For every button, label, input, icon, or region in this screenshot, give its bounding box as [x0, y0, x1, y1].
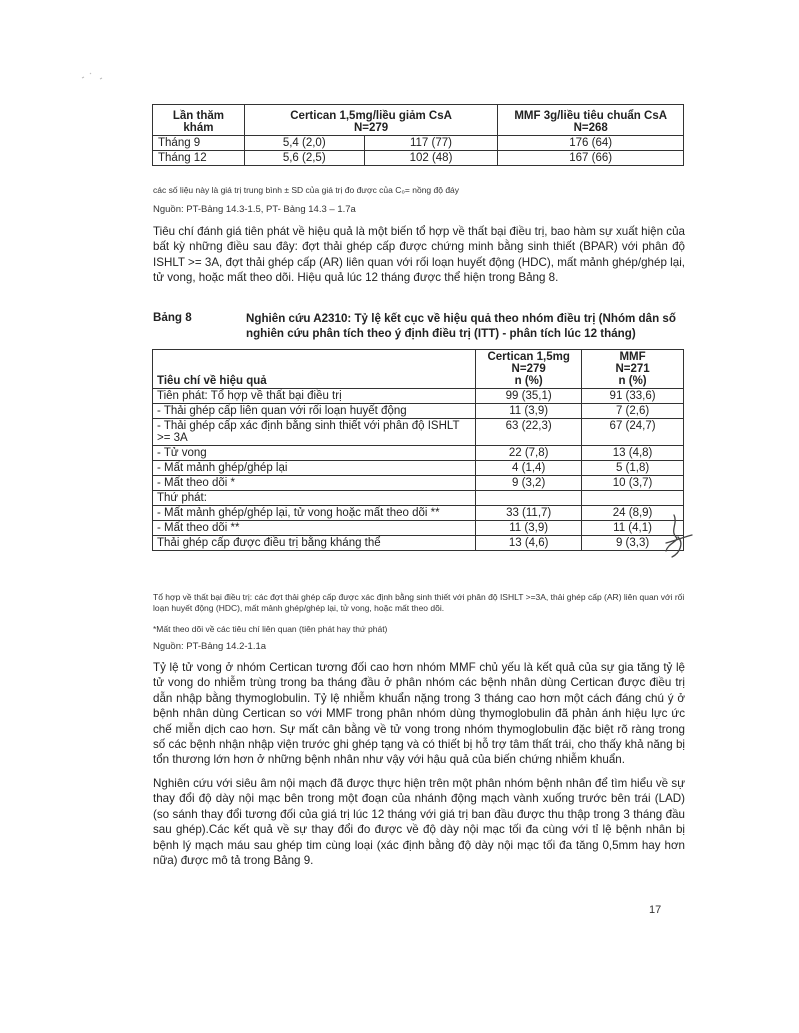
table-row: Thải ghép cấp được điều trị bằng kháng thể 13 (4,6) 9 (3,3) [153, 536, 684, 551]
table-header-row [153, 105, 684, 136]
table8-label: Bảng 8 [153, 311, 192, 324]
table-row: Thứ phát: [153, 491, 684, 506]
header-criteria: Tiêu chí về hiệu quả [153, 350, 476, 389]
paragraph-ivus: Nghiên cứu với siêu âm nội mạch đã được thực hiện trên một phân nhóm bệnh nhân để tìm hiểu về sự thay đổi độ dày nội mạc bên trong một đoạn của nhánh động mạch vành xuống trước bên trái (LAD) (so sánh thay đổi tương đối của giá trị lúc 12 tháng với giá trị ban đầu được thu thập trong 3 tháng đầu sau ghép).Các kết quả về sự thay đổi đo được về độ dày nội mạc tối đa cùng với tỉ lệ bệnh nhân bị bệnh lý mạch máu sau ghép tim cùng loại (xác định bằng độ dày nội mạc tối đa tăng 0,5mm hay hơn nữa) được mô tả trong Bảng 9. [153, 777, 685, 868]
header-visit: Lần thăm khám [153, 105, 245, 136]
table8-footnote: Tổ hợp về thất bại điều trị: các đợt thải ghép cấp được xác định bằng sinh thiết với phân độ ISHLT >=3A, thải ghép cấp (AR) liên quan với rối loạn huyết động (HDC), mất mảnh ghép/ghép lại, tử vong, hoặc mất theo dõi. [153, 592, 685, 613]
table-row: - Thải ghép cấp xác định bằng sinh thiết với phân độ ISHLT >= 3A 63 (22,3) 67 (24,7) [153, 419, 684, 446]
header-mmf: MMF 3g/liều tiêu chuẩn CsA N=268 [498, 105, 684, 136]
header-certican: Certican 1,5mg/liều giảm CsA N=279 [244, 105, 497, 136]
paragraph-primary-criterion: Tiêu chí đánh giá tiên phát về hiệu quả là một biến tổ hợp về thất bại điều trị, bao hàm sự xuất hiện của bất kỳ những điều sau đây: đợt thải ghép cấp được chứng minh bằng sinh thiết (BPAR) với phân độ ISHLT >= 3A, đợt thải ghép cấp (AR) liên quan với rối loạn huyết động (HDC), mất mảnh ghép/ghép lại, tử vong, hoặc mất theo dõi. Hiệu quả lúc 12 tháng được thể hiện trong Bảng 8. [153, 225, 685, 285]
table-row: - Mất theo dõi ** 11 (3,9) 11 (4,1) [153, 521, 684, 536]
page-number: 17 [649, 904, 662, 916]
table-header-row [153, 350, 684, 389]
table-row: Tháng 12 5,6 (2,5) 102 (48) 167 (66) [153, 151, 684, 166]
table-row: Tiên phát: Tổ hợp về thất bại điều trị 99 (35,1) 91 (33,6) [153, 389, 684, 404]
table8-footnote-lost: *Mất theo dõi về các tiêu chí liên quan (tiên phát hay thứ phát) [153, 624, 388, 634]
paragraph-mortality: Tỷ lệ tử vong ở nhóm Certican tương đối cao hơn nhóm MMF chủ yếu là kết quả của sự gia tăng tỷ lệ tử vong do nhiễm trùng trong ba tháng đầu ở phân nhóm các bệnh nhân dùng Certican được điều trị dẫn nhập bằng thymoglobulin. Tỷ lệ nhiễm khuẩn nặng trong 3 tháng cao hơn một cách đáng chú ý ở bệnh nhân dùng Certican so với MMF trong phân nhóm dùng thymoglobulin đã phản ánh hiệu lực ức chế miễn dịch cao hơn. Sự mất cân bằng về tử vong trong nhóm thymoglobulin đặc biệt rõ ràng trong số các bệnh nhận nhập viện trước ghi ghép tạng và có thiết bị hỗ trợ tâm thất trái, cho thấy khả năng bị tổn thương lớn hơn ở những bệnh nhân như vậy với hậu quả của biến chứng nhiễm khuẩn. [153, 661, 685, 767]
table-row: - Tử vong 22 (7,8) 13 (4,8) [153, 446, 684, 461]
table-row: - Mất theo dõi * 9 (3,2) 10 (3,7) [153, 476, 684, 491]
table1-footnote: các số liệu này là giá trị trung bình ± SD của giá trị đo được của C₀= nồng độ đáy [153, 185, 460, 195]
scan-mark [80, 70, 110, 82]
efficacy-outcome-table [152, 349, 684, 551]
table8-title: Nghiên cứu A2310: Tỷ lệ kết cục về hiệu quả theo nhóm điều trị (Nhóm dân số nghiên cứu phân tích theo ý định điều trị (ITT) - phân tích lúc 12 tháng) [246, 312, 676, 340]
table-row: - Thải ghép cấp liên quan với rối loạn huyết động 11 (3,9) 7 (2,6) [153, 404, 684, 419]
header-certican: Certican 1,5mg N=279 n (%) [476, 350, 582, 389]
table1-source: Nguồn: PT-Bảng 14.3-1.5, PT- Bảng 14.3 – 1.7a [153, 204, 356, 215]
table8-source: Nguồn: PT-Bảng 14.2-1.1a [153, 641, 267, 652]
table-row: Tháng 9 5,4 (2,0) 117 (77) 176 (64) [153, 136, 684, 151]
table-row: - Mất mảnh ghép/ghép lại 4 (1,4) 5 (1,8) [153, 461, 684, 476]
table-row: - Mất mảnh ghép/ghép lại, tử vong hoặc mất theo dõi ** 33 (11,7) 24 (8,9) [153, 506, 684, 521]
trough-level-table [152, 104, 684, 166]
header-mmf: MMF N=271 n (%) [582, 350, 684, 389]
signature-mark [662, 513, 696, 559]
